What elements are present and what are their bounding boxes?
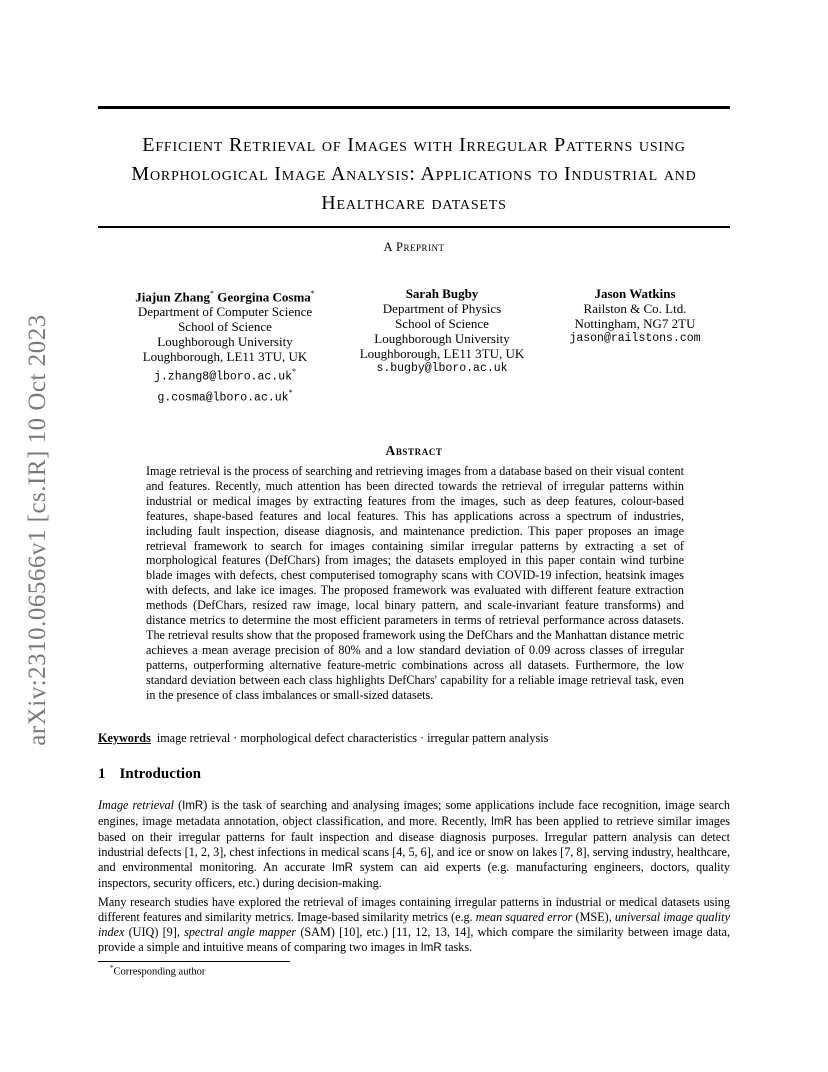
- author-block-3: [546, 286, 724, 346]
- affiliation-line: Department of Computer Science: [137, 304, 313, 320]
- intro-paragraph-2: Many research studies have explored the retrieval of images containing irregular patterns in industrial or medical datasets using different features and similarity metrics. Image-based similarity metrics (e.g. mean squared error (MSE), universal image quality index (UIQ) [9], spectral angle mapper (SAM) [10], etc.) [11, 12, 13, 14], which compare the similarity between image data, provide a simple and intuitive means of comparing two images in ImR tasks.: [98, 895, 730, 954]
- keywords-line: [98, 731, 730, 746]
- arxiv-sidebar-stamp: [16, 300, 60, 760]
- affiliation-line: Loughborough, LE11 3TU, UK: [359, 346, 525, 361]
- section-title: Introduction: [119, 766, 201, 782]
- footnote-rule: [98, 961, 290, 962]
- author-email[interactable]: jason@railstons.com: [569, 332, 701, 345]
- author-email[interactable]: g.cosma@lboro.ac.uk: [157, 390, 289, 404]
- abstract-heading: Abstract: [385, 443, 443, 458]
- author-name: Georgina Cosma: [214, 289, 311, 305]
- author-name: Sarah Bugby: [405, 286, 479, 301]
- affiliation-line: School of Science: [178, 319, 272, 335]
- author-email[interactable]: j.zhang8@lboro.ac.uk: [153, 370, 293, 384]
- section-heading-introduction: [98, 766, 201, 783]
- title-top-rule: [98, 106, 730, 109]
- affiliation-line: Department of Physics: [382, 301, 502, 316]
- author-name: Jiajun Zhang: [135, 289, 210, 305]
- author-name: Jason Watkins: [594, 286, 676, 301]
- arxiv-id: arXiv:2310.06566v1 [cs.IR] 10 Oct 2023: [24, 314, 51, 746]
- author-names: Jiajun Zhang* Georgina Cosma*: [135, 289, 315, 305]
- abstract-text: Image retrieval is the process of searching and retrieving images from a database based on their visual content and features. Recently, much attention has been directed towards the retrieval of irregular patterns within industrial or medical images by extracting features from the images, such as deep features, colour-based features, shape-based features and local features. This has applications across a spectrum of industries, including fault inspection, disease diagnosis, and maintenance prediction. This paper proposes an image retrieval framework to search for images containing similar irregular patterns by extracting a set of morphological features (DefChars) from images; the datasets employed in this paper contain wind turbine blade images with defects, chest computerised tomography scans with COVID-19 infection, heatsink images with defects, and lake ice images. The proposed framework was evaluated with different feature extraction methods (DefChars, resized raw image, local binary pattern, and scale-invariant feature transforms) and distance metrics to determine the most efficient parameters in terms of retrieval performance across datasets. The retrieval results show that the proposed framework using the DefChars and the Manhattan distance metric achieves a mean average precision of 80% and a low standard deviation of 0.09 across classes of irregular patterns, outperforming alternative feature-metric combinations across all datasets. Furthermore, the low standard deviation between each class highlights DefChars' capability for a reliable image retrieval task, even in the presence of class imbalances or small-sized datasets.: [146, 464, 684, 702]
- affiliation-line: School of Science: [395, 316, 489, 331]
- intro-paragraph-1: Image retrieval (ImR) is the task of searching and analysing images; some applications include face recognition, image search engines, image metadata annotation, object classification, and more. Recently, ImR has been applied to retrieve similar images based on their irregular patterns for fault inspection and disease diagnosis purposes. Irregular pattern analysis can detect industrial defects [1, 2, 3], chest infections in medical scans [4, 5, 6], and ice or snow on lakes [7, 8], serving industry, healthcare, and environmental monitoring. An accurate ImR system can aid experts (e.g. manufacturing engineers, doctors, quality inspectors, security officers, etc.) during decision-making.: [98, 798, 731, 890]
- affiliation-line: Loughborough, LE11 3TU, UK: [142, 349, 308, 365]
- author-email[interactable]: s.bugby@lboro.ac.uk: [376, 362, 508, 375]
- author-block-2: [342, 286, 542, 376]
- keywords-text: image retrieval · morphological defect characteristics · irregular pattern analysis: [156, 731, 549, 745]
- title-bottom-rule: [98, 226, 730, 228]
- footnote: *Corresponding author: [110, 964, 206, 978]
- affiliation-line: Nottingham, NG7 2TU: [574, 316, 696, 331]
- paper-title: Efficient Retrieval of Images with Irregular Patterns using Morphological Image Analysis: Applications to Industrial and Healthcare datasets: [131, 134, 697, 214]
- affiliation-line: Railston & Co. Ltd.: [583, 301, 687, 316]
- author-block-1: Jiajun Zhang* Georgina Cosma* Department of Computer Science School of Science Loughborough University Loughborough, LE11 3TU, UK j.zhang8@lboro.ac.uk* g.cosma@lboro.ac.uk*: [118, 286, 332, 405]
- section-number: 1: [98, 766, 106, 782]
- affiliation-line: Loughborough University: [374, 331, 510, 346]
- preprint-label: A Preprint: [383, 240, 445, 254]
- keywords-label: Keywords: [98, 731, 151, 745]
- affiliation-line: Loughborough University: [157, 334, 293, 350]
